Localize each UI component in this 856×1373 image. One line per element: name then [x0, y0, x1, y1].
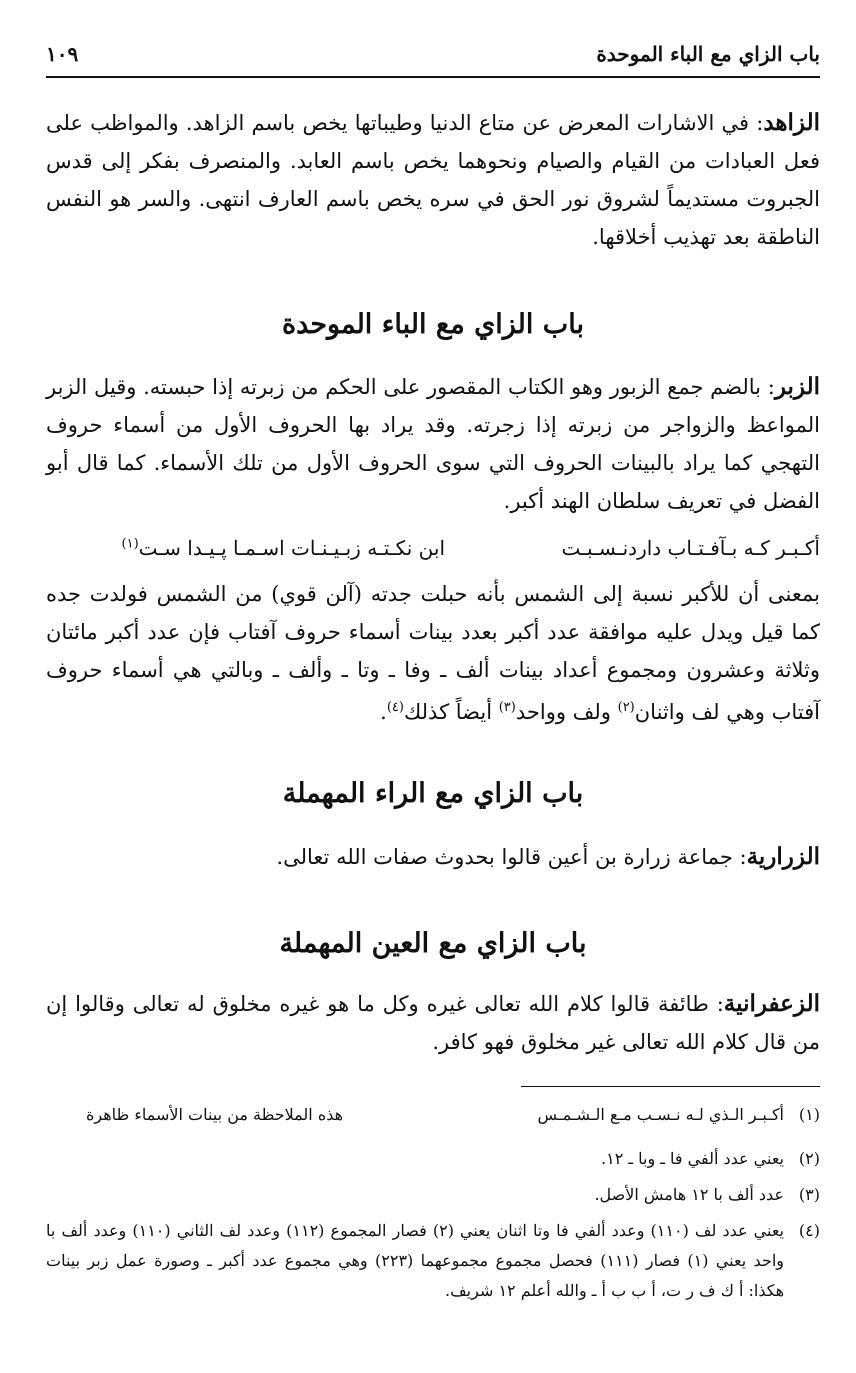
section-heading: باب الزاي مع الباء الموحدة: [282, 309, 584, 340]
entry-text: : جماعة زرارة بن أعين قالوا بحدوث صفات الله تعالى.: [276, 845, 747, 869]
footnote-ref: (١): [121, 536, 139, 552]
section-heading: باب الزاي مع العين المهملة: [279, 928, 587, 959]
entry-term: الزبر: [774, 373, 820, 400]
verse-hemistich-1: أكـبـر كـه بـآفـتـاب داردنـسـبـت: [561, 536, 820, 560]
footnote-number: (٤): [798, 1221, 820, 1240]
entry-text: : طائفة قالوا كلام الله تعالى غيره وكل ما هو غيره مخلوق له تعالى وقالوا إن من قال كلام الله تعالى غير مخلوق فهو كافر.: [46, 992, 820, 1054]
footnote-note: هذه الملاحظة من بينات الأسماء ظاهرة: [86, 1105, 344, 1124]
footnote-text: عدد ألف با ١٢ هامش الأصل.: [594, 1185, 784, 1204]
running-header: [46, 38, 820, 78]
footnote-1: [46, 1100, 820, 1130]
entry-text: : بالضم جمع الزبور وهو الكتاب المقصور على الحكم من زبرته إذا حبسته. وقيل الزبر المواعظ والزواجر من زبرته إذا زجرته. وقد يراد بها الحروف الأول من أسماء حروف التهجي كما يراد بالبينات الحروف التي سوى الحروف الأول من تلك الأسماء. كما قال أبو الفضل في تعريف سلطان الهند أكبر.: [46, 375, 820, 513]
footnote-ref: (٢): [617, 700, 635, 715]
paragraph-text: ولف وواحد: [515, 700, 618, 724]
entry-zubur: [46, 368, 820, 520]
page-number: ١٠٩: [46, 42, 79, 66]
entry-explanation: بمعنى أن للأكبر نسبة إلى الشمس بأنه حبلت جدته (آلن قوي) من الشمس فولدت جده كما قيل ويدل عليه موافقة عدد أكبر بعدد بينات أسماء حروف آفتاب فإن عدد أكبر مائتان وثلاثة وعشرون ومجموع أعداد بينات ألف ـ وفا ـ وتا ـ وألف ـ وبالتي هي أسماء حروف آفتاب وهي لف واثنان$^{(٢)}$ ولف وواحد$^{(٣)}$ أيضاً كذلك$^{(٤)}$.: [46, 582, 820, 724]
section-heading: باب الزاي مع الراء المهملة: [282, 778, 584, 809]
footnote-text: يعني عدد ألفي فا ـ وبا ـ ١٢.: [601, 1149, 784, 1168]
footnote-number: (٢): [798, 1149, 820, 1168]
footnote-text: يعني عدد لف (١١٠) وعدد ألفي فا وتا اثنان يعني (٢) فصار المجموع (١١٢) وعدد لف الثاني (١١٠) وعدد ألف با واحد يعني (١) فصار (١١١) فحصل مجموع مجموعهما (٢٢٣) وهي مجموع عدد أكبر ـ وصورة عمل زبر بينات هكذا: أ ك ف ر ت، أ ب ب أ ـ والله أعلم ١٢ شريف.: [46, 1221, 785, 1300]
footnote-4: [46, 1216, 820, 1316]
footnote-3: [46, 1180, 820, 1210]
entry-term: الزرارية: [746, 843, 820, 870]
footnote-text: أكـبـر الـذي لـه نـسـب مـع الـشـمـس: [537, 1105, 784, 1124]
verse-line: [46, 536, 820, 574]
verse-text: ابن نكـتـه زبـيـنـات اسـمـا پـيـدا سـت: [138, 536, 445, 560]
footnote-separator: [521, 1086, 820, 1087]
footnote-ref: (٣): [498, 700, 516, 715]
footnote-number: (٣): [798, 1185, 820, 1204]
entry-zahid: [46, 104, 820, 256]
entry-term: الزعفرانية: [723, 990, 820, 1017]
verse-hemistich-2: [122, 536, 445, 560]
footnote-ref: (٤): [386, 700, 404, 715]
paragraph-text: أيضاً كذلك: [403, 700, 499, 724]
running-title: باب الزاي مع الباء الموحدة: [596, 42, 820, 66]
entry-zafaraniyya: [46, 985, 820, 1061]
entry-text: : في الاشارات المعرض عن متاع الدنيا وطيباتها يخص باسم الزاهد. والمواظب على فعل العبادات من القيام والصيام ونحوهما يخص باسم العابد. والمنصرف بفكر إلى قدس الجبروت مستديماً لشروق نور الحق في سره يخص باسم العارف انتهى. والسر هو النفس الناطقة بعد تهذيب أخلاقها.: [46, 111, 820, 249]
entry-term: الزاهد: [763, 109, 820, 136]
footnote-2: [46, 1144, 820, 1174]
entry-zurariyya: [46, 838, 820, 876]
paragraph-text: بمعنى أن للأكبر نسبة إلى الشمس بأنه حبلت جدته (آلن قوي) من الشمس فولدت جده كما قيل ويدل عليه موافقة عدد أكبر بعدد بينات أسماء حروف آفتاب فإن عدد أكبر مائتان وثلاثة وعشرون ومجموع أعداد بينات ألف ـ وفا ـ وتا ـ وألف ـ وبالتي هي أسماء حروف آفتاب وهي لف واثنان: [46, 582, 820, 724]
footnote-number: (١): [798, 1105, 820, 1124]
